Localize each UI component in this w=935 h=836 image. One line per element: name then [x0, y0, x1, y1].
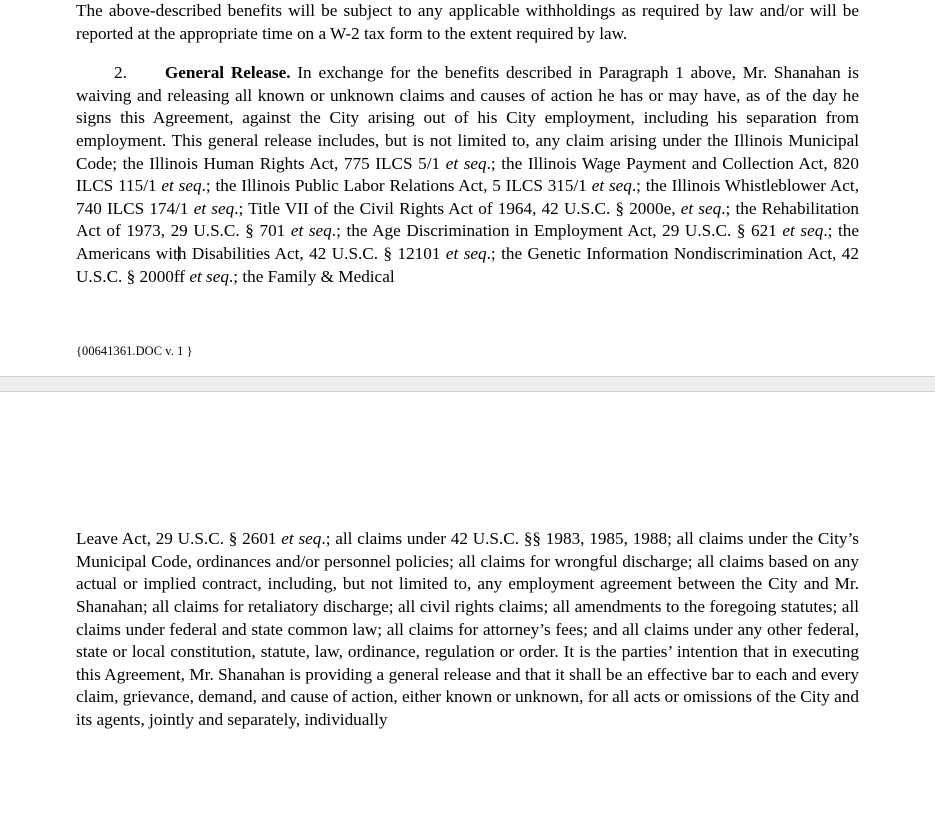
document-page-two [0, 392, 935, 731]
release-run-9: et seq [680, 198, 722, 218]
page-separator [0, 376, 935, 392]
document-page-one [0, 0, 935, 376]
release-run-5: et seq [591, 176, 632, 196]
continuation-run-2: .; all claims under 42 U.S.C. §§ 1983, 1985, 1988; all claims under the City’s Municipal Code, ordinances and/or personnel policies; all claims for wrongful discharge; all claims based on any actual or implied contract, including, but not limited to, any employment agreement between the City and Mr. Shanahan; all claims for retaliatory discharge; all civil rights claims; all amendments to the foregoing statutes; all claims under federal and state common law; all claims for attorney’s fees; and all claims under any other federal, state or local constitution, statute, law, ordinance, regulation or order. It is the parties’ intention that in executing this Agreement, Mr. Shanahan is providing a general release and that it shall be an effective bar to each and every claim, grievance, demand, and cause of action, either known or unknown, for all acts or omissions of the City and its agents, jointly and separately, individually [76, 529, 859, 729]
page-two-top-margin [0, 392, 935, 528]
release-run-3: et seq [161, 176, 202, 196]
release-run-15: et seq [445, 243, 487, 263]
release-run-11: et seq [290, 221, 332, 241]
release-run-13: et seq [782, 221, 824, 241]
release-run-1: et seq [445, 153, 487, 173]
release-run-0: In exchange for the benefits described in Paragraph 1 above, Mr. Shanahan is waiving and releasing all known or unknown claims and causes of action he has or may have, as of the day he signs this Agreement, against the City arising out of his City employment, including his separation from employment. This general release includes, but is not limited to, any claim arising under the Illinois Municipal Code; the Illinois Human Rights Act, 775 ILCS 5/1 [76, 63, 859, 173]
continuation-run-0: Leave Act, 29 U.S.C. § 2601 [76, 529, 282, 549]
release-run-7: et seq [193, 198, 235, 218]
page-two-body [0, 528, 935, 731]
release-run-18: .; the Family & Medical [228, 266, 395, 286]
paragraph-general-release-continued [76, 528, 859, 731]
release-run-6: .; the Illinois Whistleblower Act, 740 ILCS 174/1 [76, 176, 859, 218]
release-run-14-b: h Disabilities Act, 42 U.S.C. § 12101 [177, 243, 446, 263]
page-one-bottom-margin [0, 358, 935, 376]
section-heading-general-release: General Release. [164, 63, 291, 83]
section-number: 2. [114, 63, 127, 83]
release-run-14-a: .; the Americans wit [76, 221, 859, 263]
page-one-footer-code: {00641361.DOC v. 1 } [76, 344, 193, 359]
page-one-body [0, 0, 935, 358]
release-run-4: .; the Illinois Public Labor Relations Act, 5 ILCS 315/1 [201, 176, 592, 196]
paragraph-withholdings [76, 0, 859, 45]
continuation-run-1: et seq [281, 529, 322, 549]
release-run-10: .; the Rehabilitation Act of 1973, 29 U.S.C. § 701 [76, 198, 860, 241]
release-run-12: .; the Age Discrimination in Employment Act, 29 U.S.C. § 621 [331, 221, 783, 241]
release-run-16: .; the Genetic Information Nondiscrimination Act, 42 U.S.C. § 2000ff [76, 243, 859, 286]
release-run-17: et seq [189, 266, 229, 286]
paragraph-general-release [76, 62, 859, 288]
release-run-2: .; the Illinois Wage Payment and Collection Act, 820 ILCS 115/1 [76, 153, 859, 196]
paragraph-withholdings-text: The above-described benefits will be subject to any applicable withholdings as required by law and/or will be reported at the appropriate time on a W-2 tax form to the extent required by law. [76, 1, 859, 43]
release-run-8: .; Title VII of the Civil Rights Act of 1964, 42 U.S.C. § 2000e, [234, 198, 681, 218]
